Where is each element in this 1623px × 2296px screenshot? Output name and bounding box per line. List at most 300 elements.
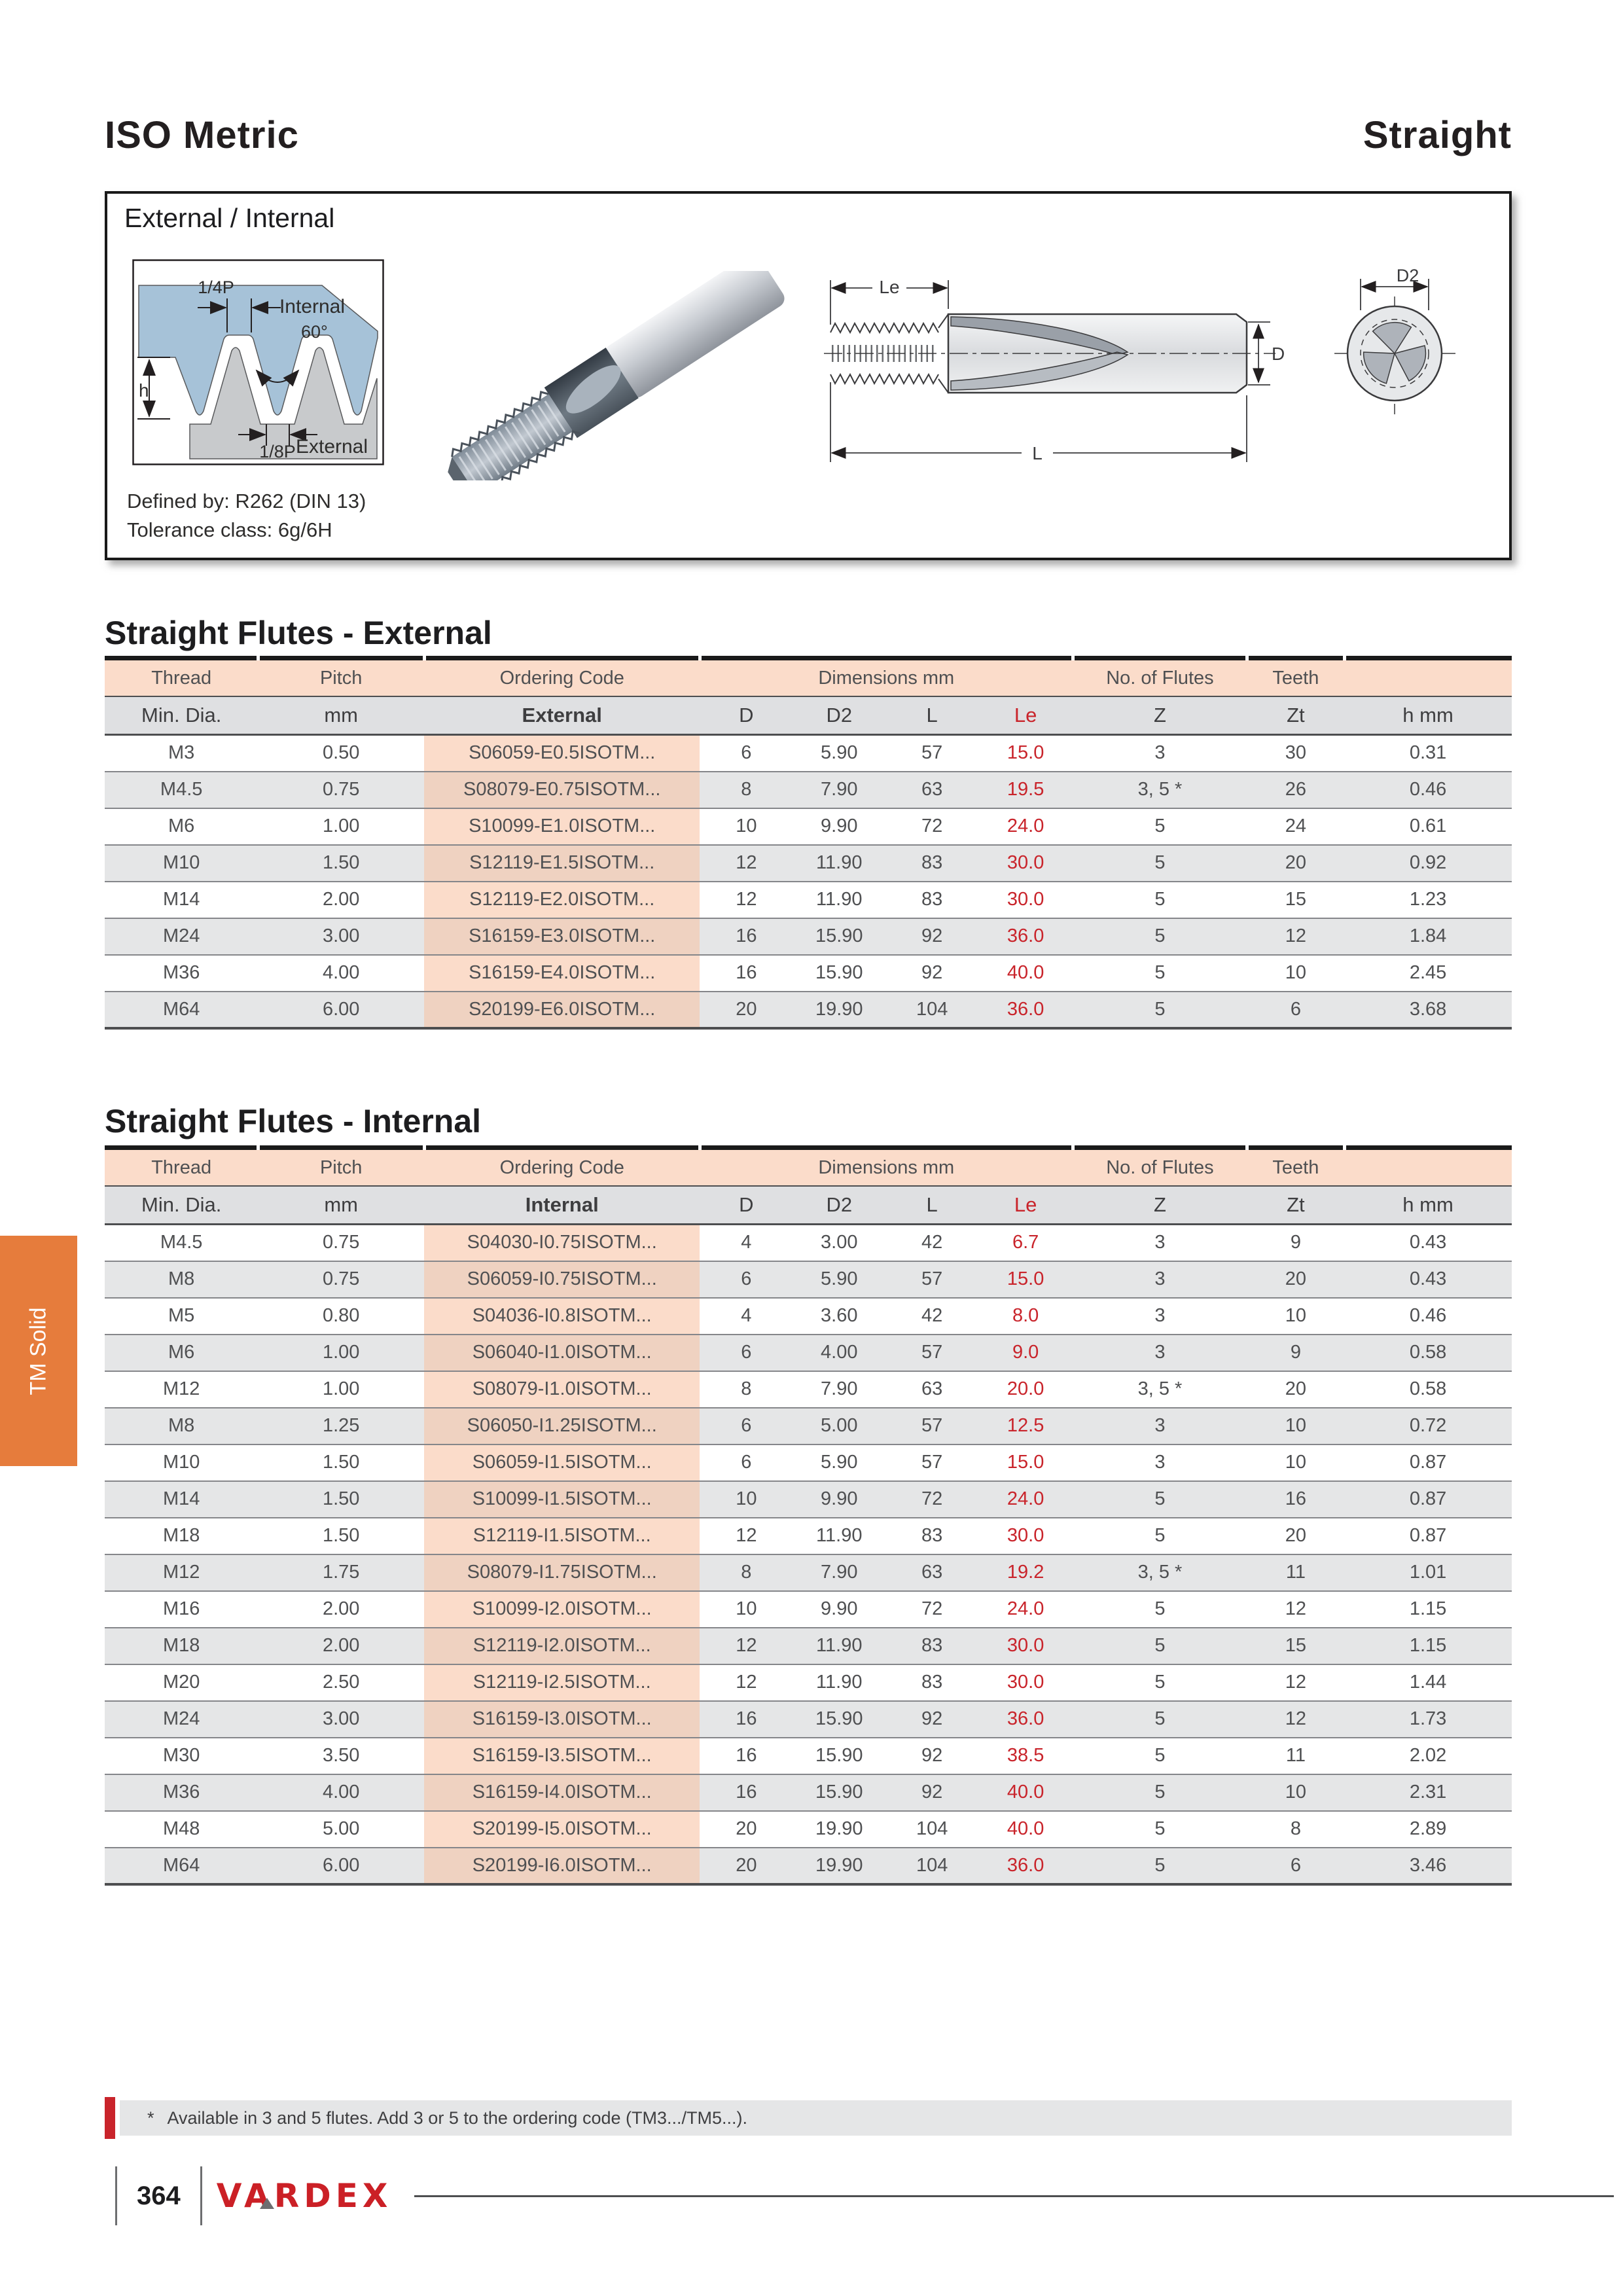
- sub-header-cell: Le: [978, 696, 1073, 735]
- value-cell: 1.50: [258, 1481, 424, 1518]
- group-header-cell: Pitch: [258, 1150, 424, 1186]
- value-cell: 12: [700, 1628, 793, 1664]
- ordering-code-cell: S04036-I0.8ISOTM...: [424, 1298, 700, 1335]
- value-cell: 24.0: [978, 808, 1073, 845]
- value-cell: M12: [105, 1371, 258, 1408]
- value-cell: 24: [1247, 808, 1344, 845]
- page-title-left: ISO Metric: [105, 114, 299, 156]
- value-cell: M8: [105, 1261, 258, 1298]
- value-cell: 10: [700, 808, 793, 845]
- value-cell: 57: [885, 1261, 978, 1298]
- value-cell: 11.90: [793, 1664, 885, 1701]
- value-cell: 1.23: [1344, 882, 1512, 918]
- sub-header-cell: Z: [1073, 696, 1247, 735]
- value-cell: 0.92: [1344, 845, 1512, 882]
- internal-table: [105, 1145, 1512, 1886]
- value-cell: 3: [1073, 1335, 1247, 1371]
- header-box: [105, 191, 1512, 560]
- ordering-code-cell: S20199-I6.0ISOTM...: [424, 1848, 700, 1884]
- rule-segment: [1247, 1145, 1344, 1150]
- value-cell: 15.0: [978, 1261, 1073, 1298]
- footnote-accent-bar: [105, 2097, 115, 2139]
- value-cell: 1.00: [258, 1371, 424, 1408]
- value-cell: 0.87: [1344, 1444, 1512, 1481]
- rule-segment: [258, 1145, 424, 1150]
- value-cell: 5: [1073, 808, 1247, 845]
- end-view: [1334, 267, 1455, 414]
- value-cell: 104: [885, 1848, 978, 1884]
- sub-header-cell: Zt: [1247, 696, 1344, 735]
- value-cell: 104: [885, 992, 978, 1028]
- value-cell: M48: [105, 1811, 258, 1848]
- value-cell: 5: [1073, 1701, 1247, 1738]
- table-row: [105, 845, 1512, 882]
- value-cell: 1.75: [258, 1554, 424, 1591]
- ordering-code-cell: S12119-E1.5ISOTM...: [424, 845, 700, 882]
- value-cell: 8: [700, 772, 793, 808]
- value-cell: 2.00: [258, 882, 424, 918]
- value-cell: 5.90: [793, 1444, 885, 1481]
- thread-profile-diagram: [132, 259, 384, 465]
- value-cell: 57: [885, 1335, 978, 1371]
- page-footer: [115, 2166, 1614, 2225]
- value-cell: 20: [700, 992, 793, 1028]
- value-cell: M3: [105, 735, 258, 772]
- value-cell: 5: [1073, 992, 1247, 1028]
- value-cell: 1.00: [258, 1335, 424, 1371]
- sub-header-cell: h mm: [1344, 696, 1512, 735]
- value-cell: 12: [700, 1518, 793, 1554]
- box-label: External / Internal: [124, 203, 335, 233]
- value-cell: 0.31: [1344, 735, 1512, 772]
- value-cell: 42: [885, 1298, 978, 1335]
- value-cell: 83: [885, 1664, 978, 1701]
- ordering-code-cell: S10099-E1.0ISOTM...: [424, 808, 700, 845]
- sub-header-cell: Min. Dia.: [105, 1186, 258, 1225]
- rule-segment: [105, 1145, 258, 1150]
- value-cell: 15.90: [793, 1774, 885, 1811]
- value-cell: 6.00: [258, 992, 424, 1028]
- value-cell: 0.43: [1344, 1225, 1512, 1261]
- dim-le: Le: [879, 277, 900, 297]
- value-cell: 2.02: [1344, 1738, 1512, 1774]
- value-cell: 10: [1247, 1408, 1344, 1444]
- value-cell: 15.90: [793, 955, 885, 992]
- ordering-code-cell: S12119-I2.0ISOTM...: [424, 1628, 700, 1664]
- value-cell: 6: [1247, 1848, 1344, 1884]
- table-row: [105, 772, 1512, 808]
- sub-header-cell: Le: [978, 1186, 1073, 1225]
- ordering-code-cell: S06059-I0.75ISOTM...: [424, 1261, 700, 1298]
- sub-header-cell: D: [700, 696, 793, 735]
- value-cell: 63: [885, 772, 978, 808]
- value-cell: 19.90: [793, 992, 885, 1028]
- value-cell: M4.5: [105, 772, 258, 808]
- value-cell: 0.72: [1344, 1408, 1512, 1444]
- table-row: [105, 1298, 1512, 1335]
- table-row: [105, 1628, 1512, 1664]
- value-cell: 16: [700, 955, 793, 992]
- value-cell: 6: [700, 1335, 793, 1371]
- value-cell: 5: [1073, 1848, 1247, 1884]
- footnote-asterisk: *: [147, 2108, 154, 2128]
- value-cell: 7.90: [793, 1371, 885, 1408]
- value-cell: 15: [1247, 882, 1344, 918]
- value-cell: 3.00: [793, 1225, 885, 1261]
- value-cell: 1.73: [1344, 1701, 1512, 1738]
- value-cell: 5.00: [258, 1811, 424, 1848]
- value-cell: 3: [1073, 1408, 1247, 1444]
- value-cell: M64: [105, 992, 258, 1028]
- ordering-code-cell: S06059-E0.5ISOTM...: [424, 735, 700, 772]
- value-cell: 2.45: [1344, 955, 1512, 992]
- value-cell: 15.90: [793, 1738, 885, 1774]
- table-row: [105, 1481, 1512, 1518]
- table-row: [105, 1774, 1512, 1811]
- table-row: [105, 1335, 1512, 1371]
- value-cell: 24.0: [978, 1591, 1073, 1628]
- value-cell: 12: [700, 1664, 793, 1701]
- side-tab-label: TM Solid: [26, 1306, 51, 1395]
- dim-l: L: [1032, 443, 1043, 463]
- value-cell: 0.46: [1344, 772, 1512, 808]
- value-cell: M16: [105, 1591, 258, 1628]
- value-cell: 9: [1247, 1225, 1344, 1261]
- value-cell: 6: [700, 735, 793, 772]
- value-cell: 1.00: [258, 808, 424, 845]
- value-cell: 8: [1247, 1811, 1344, 1848]
- spec-notes: [127, 487, 366, 545]
- value-cell: 36.0: [978, 1701, 1073, 1738]
- value-cell: 15.90: [793, 1701, 885, 1738]
- sub-header-cell: Zt: [1247, 1186, 1344, 1225]
- value-cell: 72: [885, 1591, 978, 1628]
- table-row: [105, 992, 1512, 1028]
- technical-drawing: [817, 267, 1485, 483]
- table-row: [105, 918, 1512, 955]
- footer-divider-right: [200, 2166, 202, 2225]
- value-cell: 16: [700, 1701, 793, 1738]
- value-cell: 3.68: [1344, 992, 1512, 1028]
- dim-angle: 60°: [301, 322, 328, 342]
- table-row: [105, 1261, 1512, 1298]
- group-header-cell: Ordering Code: [424, 660, 700, 696]
- value-cell: 0.80: [258, 1298, 424, 1335]
- sub-header-cell: Min. Dia.: [105, 696, 258, 735]
- value-cell: M64: [105, 1848, 258, 1884]
- value-cell: M10: [105, 845, 258, 882]
- value-cell: M8: [105, 1408, 258, 1444]
- dim-d2: D2: [1396, 267, 1419, 285]
- rule-segment: [424, 1145, 700, 1150]
- value-cell: 9: [1247, 1335, 1344, 1371]
- ordering-code-cell: S20199-I5.0ISOTM...: [424, 1811, 700, 1848]
- tool-shank: [601, 271, 788, 401]
- value-cell: 6: [700, 1408, 793, 1444]
- footnote-bar: [120, 2100, 1512, 2136]
- table-row: [105, 1225, 1512, 1261]
- value-cell: 83: [885, 1518, 978, 1554]
- value-cell: 15.0: [978, 1444, 1073, 1481]
- value-cell: M18: [105, 1518, 258, 1554]
- rule-segment: [1344, 656, 1512, 660]
- section-title-external: Straight Flutes - External: [105, 615, 492, 651]
- dim-h: h: [139, 380, 149, 401]
- table-row: [105, 1738, 1512, 1774]
- value-cell: 6: [700, 1261, 793, 1298]
- value-cell: 0.50: [258, 735, 424, 772]
- ordering-code-cell: S16159-I3.0ISOTM...: [424, 1701, 700, 1738]
- value-cell: 72: [885, 1481, 978, 1518]
- value-cell: 1.01: [1344, 1554, 1512, 1591]
- value-cell: 40.0: [978, 1811, 1073, 1848]
- vardex-logo-text: VARDEX: [216, 2177, 393, 2215]
- group-header-row: [105, 660, 1512, 696]
- value-cell: 3.46: [1344, 1848, 1512, 1884]
- value-cell: 92: [885, 955, 978, 992]
- side-tab-tm-solid: [0, 1236, 77, 1466]
- value-cell: 0.75: [258, 772, 424, 808]
- ordering-code-cell: S10099-I1.5ISOTM...: [424, 1481, 700, 1518]
- value-cell: 16: [700, 918, 793, 955]
- ordering-code-cell: S12119-I2.5ISOTM...: [424, 1664, 700, 1701]
- value-cell: 1.15: [1344, 1628, 1512, 1664]
- value-cell: M10: [105, 1444, 258, 1481]
- table-row: [105, 1848, 1512, 1884]
- ordering-code-cell: S20199-E6.0ISOTM...: [424, 992, 700, 1028]
- value-cell: 72: [885, 808, 978, 845]
- value-cell: 3: [1073, 1225, 1247, 1261]
- value-cell: 1.25: [258, 1408, 424, 1444]
- dim-d: D: [1272, 344, 1285, 364]
- value-cell: 6: [700, 1444, 793, 1481]
- value-cell: 20: [1247, 845, 1344, 882]
- value-cell: 24.0: [978, 1481, 1073, 1518]
- group-header-cell: Thread: [105, 660, 258, 696]
- value-cell: 1.15: [1344, 1591, 1512, 1628]
- value-cell: 57: [885, 1408, 978, 1444]
- ordering-code-cell: S06059-I1.5ISOTM...: [424, 1444, 700, 1481]
- value-cell: 3.60: [793, 1298, 885, 1335]
- value-cell: 92: [885, 918, 978, 955]
- group-header-cell: [1344, 660, 1512, 696]
- value-cell: 36.0: [978, 992, 1073, 1028]
- sub-header-cell: L: [885, 1186, 978, 1225]
- value-cell: 104: [885, 1811, 978, 1848]
- value-cell: 20: [1247, 1371, 1344, 1408]
- value-cell: 12: [1247, 918, 1344, 955]
- vardex-logo: [216, 2177, 393, 2215]
- value-cell: 12: [1247, 1701, 1344, 1738]
- value-cell: M6: [105, 808, 258, 845]
- table-row: [105, 1518, 1512, 1554]
- value-cell: M24: [105, 918, 258, 955]
- label-external: External: [295, 436, 368, 457]
- value-cell: 11: [1247, 1738, 1344, 1774]
- value-cell: 30: [1247, 735, 1344, 772]
- defined-by-note: Defined by: R262 (DIN 13): [127, 490, 366, 512]
- value-cell: M14: [105, 1481, 258, 1518]
- value-cell: 10: [700, 1481, 793, 1518]
- value-cell: 0.87: [1344, 1518, 1512, 1554]
- value-cell: 15.0: [978, 735, 1073, 772]
- value-cell: 0.46: [1344, 1298, 1512, 1335]
- value-cell: 19.2: [978, 1554, 1073, 1591]
- value-cell: 6: [1247, 992, 1344, 1028]
- page-title-right: Straight: [1363, 114, 1512, 156]
- table-row: [105, 1664, 1512, 1701]
- value-cell: 16: [700, 1774, 793, 1811]
- value-cell: 0.61: [1344, 808, 1512, 845]
- value-cell: M4.5: [105, 1225, 258, 1261]
- value-cell: 6.00: [258, 1848, 424, 1884]
- rule-segment: [258, 656, 424, 660]
- value-cell: 30.0: [978, 1628, 1073, 1664]
- value-cell: 20: [1247, 1261, 1344, 1298]
- sub-header-cell: D: [700, 1186, 793, 1225]
- sub-header-cell: External: [424, 696, 700, 735]
- value-cell: 2.00: [258, 1628, 424, 1664]
- value-cell: 6.7: [978, 1225, 1073, 1261]
- ordering-code-cell: S06040-I1.0ISOTM...: [424, 1335, 700, 1371]
- value-cell: 5: [1073, 882, 1247, 918]
- value-cell: 92: [885, 1774, 978, 1811]
- value-cell: 15: [1247, 1628, 1344, 1664]
- value-cell: 8.0: [978, 1298, 1073, 1335]
- ordering-code-cell: S08079-I1.0ISOTM...: [424, 1371, 700, 1408]
- sub-header-cell: h mm: [1344, 1186, 1512, 1225]
- table-row: [105, 882, 1512, 918]
- table-row: [105, 1591, 1512, 1628]
- value-cell: 12: [1247, 1664, 1344, 1701]
- value-cell: 30.0: [978, 882, 1073, 918]
- rule-segment: [1247, 656, 1344, 660]
- value-cell: 20: [700, 1848, 793, 1884]
- value-cell: 9.90: [793, 1481, 885, 1518]
- rule-segment: [1073, 1145, 1247, 1150]
- value-cell: 11.90: [793, 1518, 885, 1554]
- table-row: [105, 735, 1512, 772]
- value-cell: 40.0: [978, 1774, 1073, 1811]
- rule-segment: [105, 656, 258, 660]
- value-cell: 4.00: [258, 955, 424, 992]
- rule-segment: [1073, 656, 1247, 660]
- vardex-logo-triangle: [260, 2198, 274, 2209]
- value-cell: 20: [700, 1811, 793, 1848]
- value-cell: 63: [885, 1371, 978, 1408]
- sub-header-row: [105, 696, 1512, 735]
- value-cell: 1.50: [258, 1518, 424, 1554]
- footnote: [105, 2097, 1512, 2139]
- value-cell: 11.90: [793, 845, 885, 882]
- value-cell: 0.75: [258, 1261, 424, 1298]
- value-cell: 5.00: [793, 1408, 885, 1444]
- value-cell: 2.50: [258, 1664, 424, 1701]
- sub-header-cell: L: [885, 696, 978, 735]
- value-cell: 19.90: [793, 1811, 885, 1848]
- value-cell: 42: [885, 1225, 978, 1261]
- value-cell: 36.0: [978, 1848, 1073, 1884]
- value-cell: M20: [105, 1664, 258, 1701]
- rule-segment: [700, 656, 1073, 660]
- value-cell: 10: [1247, 955, 1344, 992]
- table-row: [105, 1811, 1512, 1848]
- value-cell: 4.00: [258, 1774, 424, 1811]
- value-cell: 2.00: [258, 1591, 424, 1628]
- value-cell: 5: [1073, 1738, 1247, 1774]
- value-cell: M18: [105, 1628, 258, 1664]
- value-cell: 5: [1073, 1481, 1247, 1518]
- value-cell: 3.00: [258, 1701, 424, 1738]
- value-cell: 92: [885, 1701, 978, 1738]
- value-cell: 3, 5 *: [1073, 772, 1247, 808]
- sub-header-cell: D2: [793, 1186, 885, 1225]
- sub-header-cell: mm: [258, 1186, 424, 1225]
- sub-header-row: [105, 1186, 1512, 1225]
- group-header-cell: Pitch: [258, 660, 424, 696]
- value-cell: 63: [885, 1554, 978, 1591]
- value-cell: 30.0: [978, 1518, 1073, 1554]
- dim-quarter-pitch: 1/4P: [198, 278, 234, 297]
- ordering-code-cell: S08079-I1.75ISOTM...: [424, 1554, 700, 1591]
- value-cell: 4.00: [793, 1335, 885, 1371]
- value-cell: 1.84: [1344, 918, 1512, 955]
- ordering-code-cell: S16159-E4.0ISOTM...: [424, 955, 700, 992]
- value-cell: 3, 5 *: [1073, 1554, 1247, 1591]
- value-cell: 3, 5 *: [1073, 1371, 1247, 1408]
- value-cell: 57: [885, 735, 978, 772]
- table-row: [105, 808, 1512, 845]
- value-cell: 20.0: [978, 1371, 1073, 1408]
- value-cell: 5: [1073, 1628, 1247, 1664]
- table-row: [105, 1701, 1512, 1738]
- ordering-code-cell: S06050-I1.25ISOTM...: [424, 1408, 700, 1444]
- group-header-cell: Thread: [105, 1150, 258, 1186]
- value-cell: 9.90: [793, 808, 885, 845]
- group-header-cell: No. of Flutes: [1073, 660, 1247, 696]
- value-cell: 8: [700, 1371, 793, 1408]
- value-cell: 3: [1073, 735, 1247, 772]
- value-cell: 16: [1247, 1481, 1344, 1518]
- value-cell: 5: [1073, 1518, 1247, 1554]
- group-header-cell: Dimensions mm: [700, 1150, 1073, 1186]
- value-cell: 5.90: [793, 735, 885, 772]
- page-number: 364: [137, 2181, 181, 2210]
- group-header-cell: Teeth: [1247, 1150, 1344, 1186]
- value-cell: 3: [1073, 1444, 1247, 1481]
- ordering-code-cell: S10099-I2.0ISOTM...: [424, 1591, 700, 1628]
- value-cell: M30: [105, 1738, 258, 1774]
- tolerance-note: Tolerance class: 6g/6H: [127, 518, 332, 541]
- value-cell: 5.90: [793, 1261, 885, 1298]
- sub-header-cell: Z: [1073, 1186, 1247, 1225]
- rule-segment: [1344, 1145, 1512, 1150]
- value-cell: 11: [1247, 1554, 1344, 1591]
- footer-rule: [414, 2195, 1614, 2197]
- value-cell: 11.90: [793, 1628, 885, 1664]
- value-cell: 12: [700, 845, 793, 882]
- table-row: [105, 1444, 1512, 1481]
- value-cell: 19.90: [793, 1848, 885, 1884]
- dim-eighth-pitch: 1/8P: [259, 442, 296, 461]
- value-cell: 2.89: [1344, 1811, 1512, 1848]
- value-cell: 7.90: [793, 1554, 885, 1591]
- value-cell: 26: [1247, 772, 1344, 808]
- ordering-code-cell: S16159-I3.5ISOTM...: [424, 1738, 700, 1774]
- value-cell: 83: [885, 1628, 978, 1664]
- value-cell: 83: [885, 882, 978, 918]
- external-table: [105, 656, 1512, 1030]
